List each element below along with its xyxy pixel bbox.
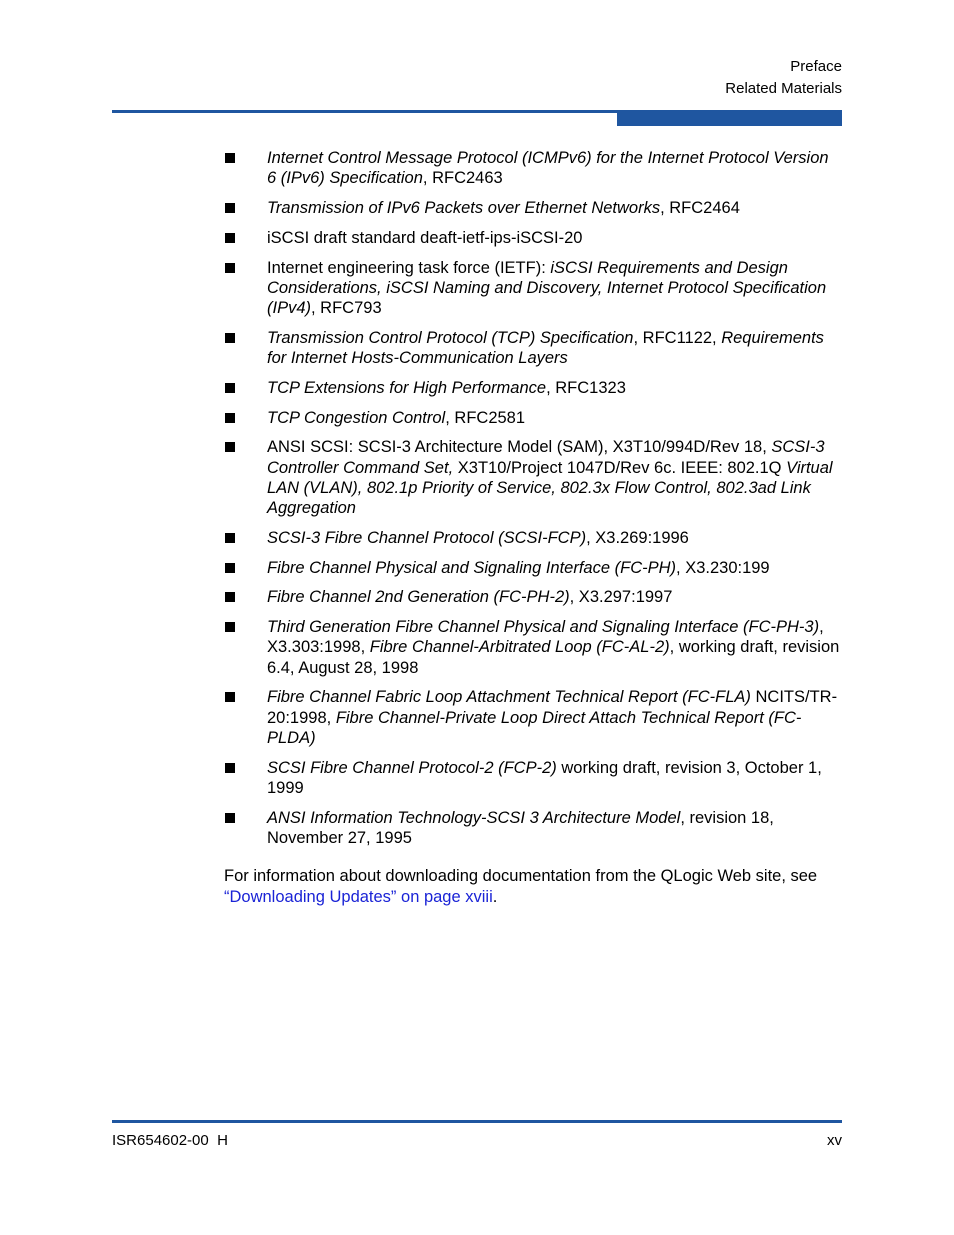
square-bullet-icon <box>225 203 235 213</box>
list-item: SCSI-3 Fibre Channel Protocol (SCSI-FCP), X3.269:1996 <box>224 528 842 548</box>
list-item: Transmission Control Protocol (TCP) Specification, RFC1122, Requirements for Internet Hosts-Communication Layers <box>224 328 842 368</box>
downloading-updates-link[interactable]: “Downloading Updates” on page xviii <box>224 888 493 906</box>
list-item: Internet engineering task force (IETF): iSCSI Requirements and Design Considerations, iSCSI Naming and Discovery, Internet Protocol Specification (IPv4), RFC793 <box>224 258 842 319</box>
footer-doc-id: ISR654602-00 H <box>112 1132 228 1149</box>
list-item: Third Generation Fibre Channel Physical and Signaling Interface (FC-PH-3), X3.303:1998, Fibre Channel-Arbitrated Loop (FC-AL-2), working draft, revision 6.4, August 28, 1998 <box>224 617 842 678</box>
list-item: Internet Control Message Protocol (ICMPv6) for the Internet Protocol Version 6 (IPv6) Specification, RFC2463 <box>224 148 842 188</box>
list-item: iSCSI draft standard deaft-ietf-ips-iSCSI-20 <box>224 228 842 248</box>
square-bullet-icon <box>225 333 235 343</box>
square-bullet-icon <box>225 563 235 573</box>
download-info-paragraph: For information about downloading documentation from the QLogic Web site, see “Downloading Updates” on page xviii. <box>224 867 818 906</box>
square-bullet-icon <box>225 533 235 543</box>
list-item: Fibre Channel Fabric Loop Attachment Technical Report (FC-FLA) NCITS/TR-20:1998, Fibre Channel-Private Loop Direct Attach Technical Report (FC-PLDA) <box>224 687 842 748</box>
header-tab-bar <box>617 110 842 126</box>
square-bullet-icon <box>225 622 235 632</box>
list-item: TCP Congestion Control, RFC2581 <box>224 408 842 428</box>
list-item: Fibre Channel Physical and Signaling Interface (FC-PH), X3.230:199 <box>224 558 842 578</box>
square-bullet-icon <box>225 442 235 452</box>
square-bullet-icon <box>225 763 235 773</box>
list-item: Fibre Channel 2nd Generation (FC-PH-2), X3.297:1997 <box>224 587 842 607</box>
square-bullet-icon <box>225 813 235 823</box>
header-section: Preface <box>790 58 842 75</box>
square-bullet-icon <box>225 692 235 702</box>
square-bullet-icon <box>225 263 235 273</box>
header-subsection: Related Materials <box>725 80 842 97</box>
square-bullet-icon <box>225 592 235 602</box>
square-bullet-icon <box>225 233 235 243</box>
footer-page-number: xv <box>827 1132 842 1149</box>
related-materials-list <box>224 148 842 858</box>
list-item: SCSI Fibre Channel Protocol-2 (FCP-2) working draft, revision 3, October 1, 1999 <box>224 758 842 798</box>
list-item: ANSI Information Technology-SCSI 3 Architecture Model, revision 18, November 27, 1995 <box>224 808 842 848</box>
square-bullet-icon <box>225 153 235 163</box>
list-item: TCP Extensions for High Performance, RFC1323 <box>224 378 842 398</box>
list-item: ANSI SCSI: SCSI-3 Architecture Model (SAM), X3T10/994D/Rev 18, SCSI-3 Controller Command Set, X3T10/Project 1047D/Rev 6c. IEEE: 802.1Q Virtual LAN (VLAN), 802.1p Priority of Service, 802.3x Flow Control, 802.3ad Link Aggregation <box>224 437 842 518</box>
square-bullet-icon <box>225 413 235 423</box>
list-item: Transmission of IPv6 Packets over Ethernet Networks, RFC2464 <box>224 198 842 218</box>
square-bullet-icon <box>225 383 235 393</box>
footer-rule <box>112 1120 842 1123</box>
